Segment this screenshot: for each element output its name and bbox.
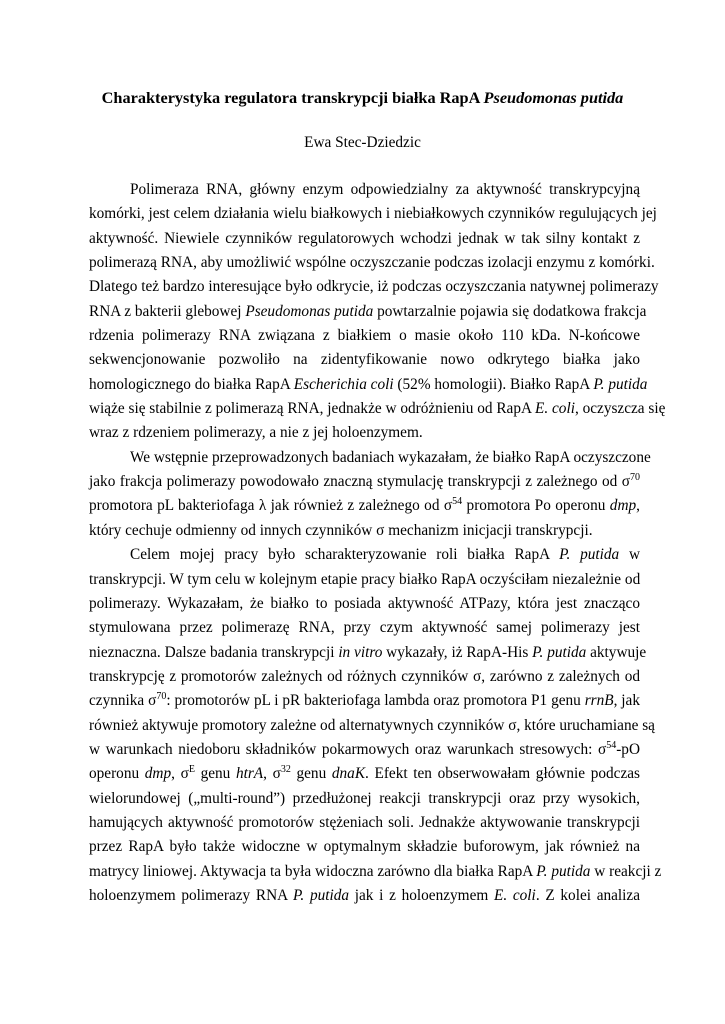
text-line: [89, 884, 640, 908]
text-segment: operonu: [89, 765, 145, 783]
text-segment: RNA z bakterii glebowej: [89, 302, 246, 320]
text-segment: transkrypcję z promotorów zależnych od różnych czynników σ, zarówno z zależnych od: [89, 667, 640, 685]
text-segment: Polimeraza RNA, główny enzym odpowiedzialny za aktywność transkrypcyjną: [130, 181, 640, 198]
text-segment: promotora pL bakteriofaga λ jak również z zależnego od σ: [89, 497, 453, 515]
text-line: [89, 494, 640, 518]
text-segment: (52% homologii). Białko RapA: [393, 375, 594, 393]
text-segment: komórki, jest celem działania wielu białkowych i niebiałkowych czynników regulujących jej: [89, 205, 657, 223]
text-line: [89, 762, 640, 786]
text-segment: polimerazą RNA, aby umożliwić wspólne oczyszczanie podczas izolacji enzymu z komórki.: [89, 254, 655, 272]
text-line: [89, 835, 640, 859]
text-line: [89, 519, 640, 543]
italic-term: in vitro: [338, 643, 383, 661]
document-author: Ewa Stec-Dziedzic: [304, 134, 421, 151]
text-line: [89, 689, 640, 713]
text-segment: polimerazy. Wykazałam, że białko to posiada aktywność ATPazy, która jest znacząco: [89, 594, 640, 612]
text-line: [89, 348, 640, 372]
document-body: [89, 178, 666, 908]
text-segment: Dlatego też bardzo interesujące było odkrycie, iż podczas oczyszczania natywnej polimerazy: [89, 278, 659, 296]
text-segment: transkrypcji. W tym celu w kolejnym etapie pracy białko RapA oczyściłam niezależnie od: [89, 570, 641, 588]
text-segment: , σ: [171, 765, 189, 783]
text-segment: , oczyszcza się: [574, 400, 666, 418]
italic-term: P. putida: [559, 546, 620, 564]
italic-term: P. putida: [536, 862, 591, 880]
text-segment: . Efekt ten obserwowałam głównie podczas: [365, 765, 640, 783]
text-line: [89, 568, 640, 592]
text-segment: rdzenia polimerazy RNA związana z białkiem o masie około 110 kDa. N-końcowe: [89, 327, 640, 345]
italic-term: E. coli: [535, 400, 575, 418]
text-segment: wielorundowej („multi-round”) przedłużonej reakcji transkrypcji oraz przy wysokich,: [89, 789, 640, 807]
text-segment: który cechuje odmienny od innych czynników σ mechanizm inicjacji transkrypcji.: [89, 521, 593, 539]
text-line: [89, 543, 640, 567]
text-line: [89, 178, 640, 202]
text-line: [89, 373, 648, 397]
text-line: [89, 251, 655, 275]
italic-term: P. putida: [293, 886, 350, 904]
text-line: [89, 616, 640, 640]
text-line: [89, 446, 651, 470]
text-line: [89, 397, 666, 421]
text-segment: , jak: [613, 692, 640, 710]
text-segment: promotora Po operonu: [462, 497, 610, 515]
paragraph: [89, 178, 666, 446]
text-segment: aktywność. Niewiele czynników regulatorowych wchodzi jednak w tak silny kontakt z: [89, 229, 640, 247]
text-segment: również aktywuje promotory zależne od alternatywnych czynników σ, które uruchamiane są: [89, 716, 655, 734]
text-line: [89, 860, 662, 884]
text-segment: We wstępnie przeprowadzonych badaniach wykazałam, że białko RapA oczyszczone: [130, 448, 651, 466]
text-segment: przez RapA było także widoczne w optymalnym składzie buforowym, jak również na: [89, 838, 640, 856]
text-segment: homologicznego do białka RapA: [89, 375, 294, 393]
text-segment: wiąże się stabilnie z polimerazą RNA, jednakże w odróżnieniu od RapA: [89, 400, 536, 418]
italic-term: E. coli: [493, 886, 536, 904]
text-segment: w warunkach niedoboru składników pokarmowych oraz warunkach stresowych: σ: [89, 740, 607, 758]
text-line: [89, 714, 655, 738]
text-line: [89, 592, 640, 616]
text-line: [89, 665, 640, 689]
text-segment: sekwencjonowanie pozwoliło na zidentyfikowanie nowo odkrytego białka jako: [89, 351, 640, 369]
italic-term: dnaK: [331, 765, 366, 783]
text-segment: w reakcji z: [590, 862, 662, 880]
text-line: [89, 787, 640, 811]
document-title: [60, 86, 665, 110]
text-segment: wykazały, iż RapA-His: [382, 643, 533, 661]
superscript: 54: [606, 739, 617, 751]
text-line: [89, 811, 640, 835]
text-segment: powtarzalnie pojawia się dodatkowa frakcja: [373, 302, 647, 320]
text-segment: wraz z rdzeniem polimerazy, a nie z jej holoenzymem.: [89, 424, 423, 442]
text-line: [89, 300, 647, 324]
text-line: [89, 641, 647, 665]
italic-term: rrnB: [584, 692, 614, 710]
superscript: 32: [280, 764, 291, 776]
text-segment: nieznaczna. Dalsze badania transkrypcji: [89, 643, 339, 661]
text-segment: : promotorów pL i pR bakteriofaga lambda oraz promotora P1 genu: [166, 692, 585, 710]
title-main: Charakterystyka regulatora transkrypcji białka RapA: [101, 88, 484, 107]
text-segment: aktywuje: [586, 643, 647, 661]
italic-term: P. putida: [532, 643, 587, 661]
text-segment: . Z kolei analiza: [535, 886, 640, 904]
text-line: [89, 421, 640, 445]
text-segment: czynnika σ: [89, 692, 157, 710]
paragraph: [89, 446, 651, 543]
text-segment: stymulowana przez polimerazę RNA, przy czym aktywność samej polimerazy jest: [89, 619, 640, 637]
italic-term: P. putida: [593, 375, 648, 393]
text-segment: matrycy liniowej. Aktywacja ta była widoczna zarówno dla białka RapA: [89, 862, 537, 880]
text-segment: Celem mojej pracy było scharakteryzowanie roli białka RapA: [130, 546, 560, 564]
italic-term: dmp: [609, 497, 637, 515]
superscript: 70: [156, 691, 167, 703]
text-segment: -pO: [616, 740, 640, 758]
text-line: [89, 275, 659, 299]
text-line: [89, 227, 640, 251]
text-segment: genu: [290, 765, 332, 783]
text-line: [89, 324, 640, 348]
text-segment: jak i z holoenzymem: [349, 886, 494, 904]
text-segment: jako frakcja polimerazy powodowało znaczną stymulację transkrypcji z zależnego od σ: [89, 473, 630, 491]
italic-term: htrA: [235, 765, 264, 783]
text-line: [89, 202, 657, 226]
text-segment: w: [619, 546, 640, 564]
superscript: 70: [630, 472, 640, 484]
paragraph: [89, 543, 662, 908]
italic-term: Pseudomonas putida: [245, 302, 374, 320]
text-segment: ,: [636, 497, 640, 515]
text-segment: holoenzymem polimerazy RNA: [89, 886, 294, 904]
text-segment: , σ: [263, 765, 281, 783]
text-segment: genu: [194, 765, 236, 783]
superscript: 54: [452, 496, 463, 508]
text-line: [89, 738, 640, 762]
title-species: Pseudomonas putida: [483, 88, 624, 107]
text-segment: hamujących aktywność promotorów stężeniach soli. Jednakże aktywowanie transkrypcji: [89, 813, 640, 831]
text-line: [89, 470, 640, 494]
superscript: E: [188, 764, 195, 776]
italic-term: dmp: [144, 765, 172, 783]
italic-term: Escherichia coli: [293, 375, 394, 393]
